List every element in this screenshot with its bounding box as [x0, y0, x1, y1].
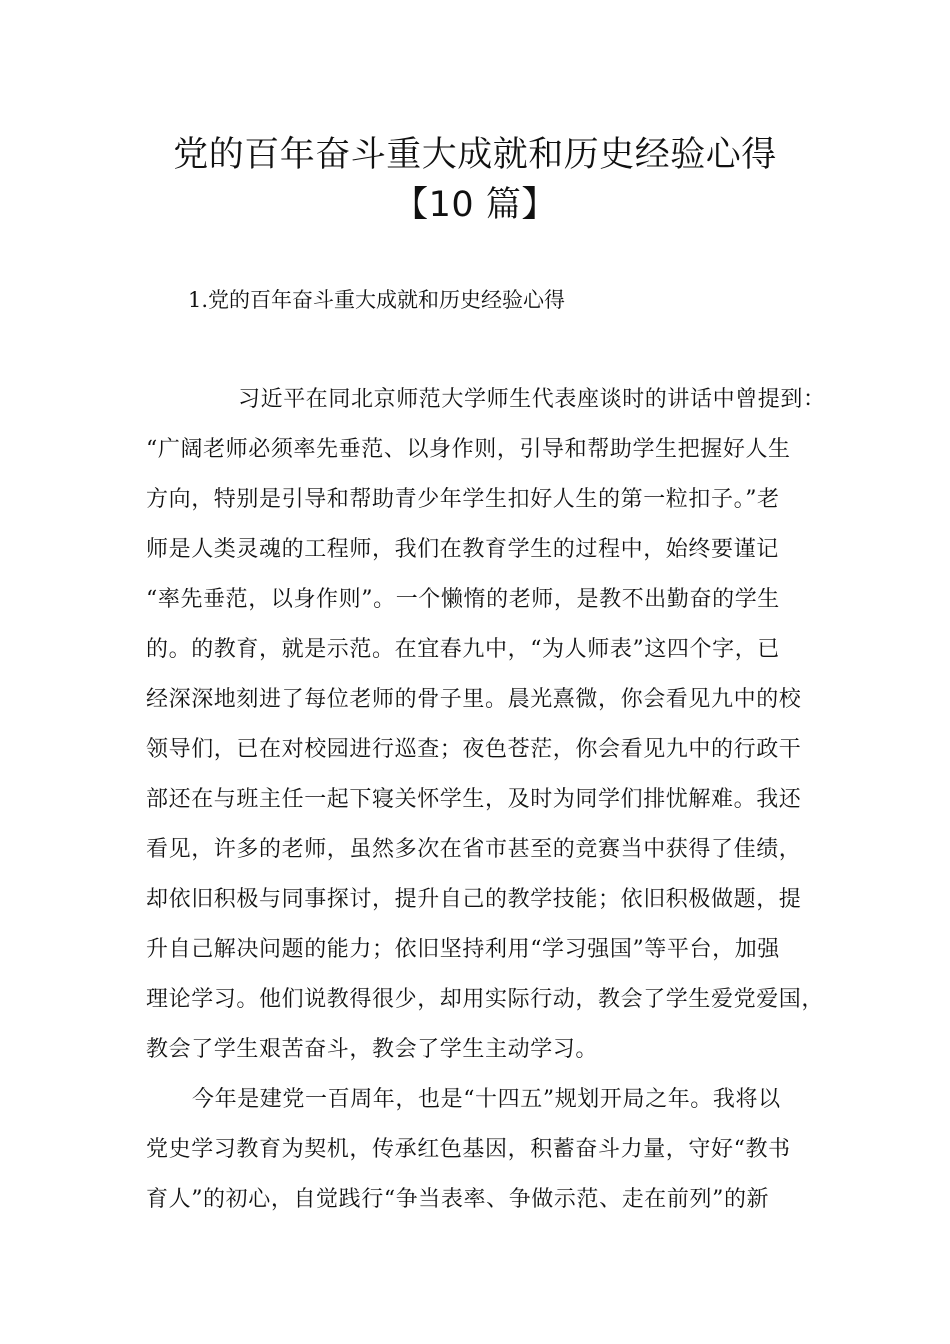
body-line: 习近平在同北京师范大学师生代表座谈时的讲话中曾提到： [238, 387, 826, 412]
body-line: 经深深地刻进了每位老师的骨子里。晨光熹微，你会看见九中的校 [146, 687, 802, 712]
body-line: 升自己解决问题的能力；依旧坚持利用“学习强国”等平台，加强 [146, 937, 780, 962]
body-line: 部还在与班主任一起下寝关怀学生，及时为同学们排忧解难。我还 [146, 787, 802, 812]
body-line: “广阔老师必须率先垂范、以身作则，引导和帮助学生把握好人生 [146, 437, 791, 462]
body-line: 却依旧积极与同事探讨，提升自己的教学技能；依旧积极做题，提 [146, 887, 802, 912]
body-line: 方向，特别是引导和帮助青少年学生扣好人生的第一粒扣子。”老 [146, 487, 780, 512]
body-line: 看见，许多的老师，虽然多次在省市甚至的竞赛当中获得了佳绩， [146, 837, 802, 862]
body-line: 理论学习。他们说教得很少，却用实际行动，教会了学生爱党爱国， [146, 987, 825, 1012]
document-title: 党的百年奋斗重大成就和历史经验心得 [173, 135, 777, 175]
body-line: “率先垂范，以身作则”。一个懒惰的老师，是教不出勤奋的学生 [146, 587, 780, 612]
body-line: 的。的教育，就是示范。在宜春九中，“为人师表”这四个字，已 [146, 637, 780, 662]
body-line: 师是人类灵魂的工程师，我们在教育学生的过程中，始终要谨记 [146, 537, 779, 562]
section-heading: 1.党的百年奋斗重大成就和历史经验心得 [188, 288, 566, 312]
document-title-count: 【10 篇】 [393, 185, 557, 225]
body-line: 今年是建党一百周年，也是“十四五”规划开局之年。我将以 [192, 1087, 781, 1112]
body-line: 领导们，已在对校园进行巡查；夜色苍茫，你会看见九中的行政干 [146, 737, 802, 762]
body-line: 教会了学生艰苦奋斗，教会了学生主动学习。 [146, 1037, 599, 1062]
body-line: 育人”的初心，自觉践行“争当表率、争做示范、走在前列”的新 [146, 1187, 770, 1212]
body-line: 党史学习教育为契机，传承红色基因，积蓄奋斗力量，守好“教书 [146, 1137, 791, 1162]
